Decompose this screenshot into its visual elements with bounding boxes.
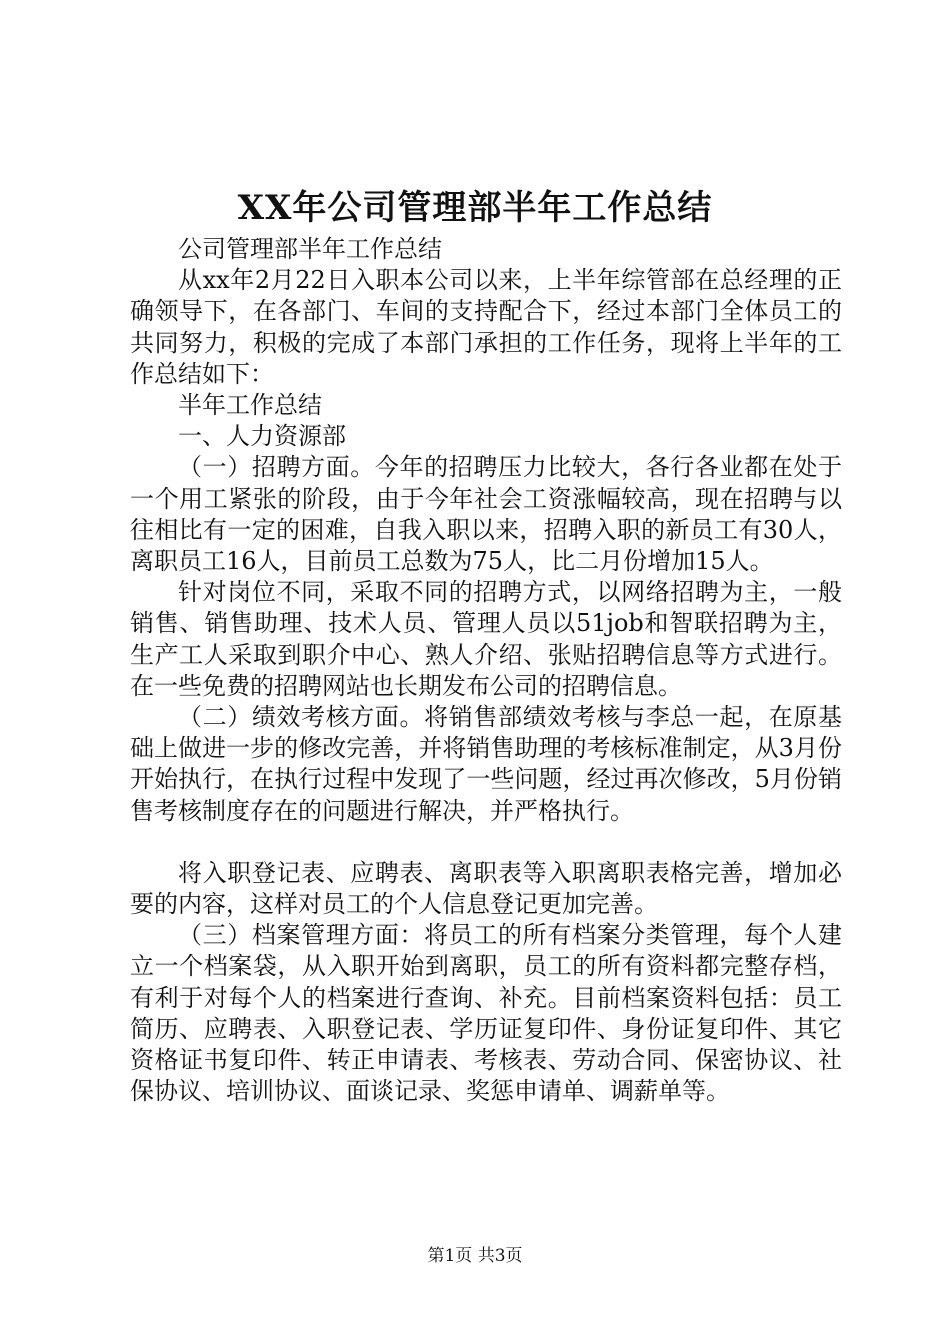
forms-paragraph: 将入职登记表、应聘表、离职表等入职离职表格完善，增加必要的内容，这样对员工的个人信息登记更加完善。 xyxy=(130,858,842,919)
performance-paragraph: （二）绩效考核方面。将销售部绩效考核与李总一起，在原基础上做进一步的修改完善，并将销售助理的考核标准制定，从3月份开始执行，在执行过程中发现了一些问题，经过再次修改，5月份销售考核制度存在的问题进行解决，并严格执行。 xyxy=(130,703,842,825)
page-footer: 第1页 共3页 xyxy=(427,1246,523,1266)
intro-paragraph: 从xx年2月22日入职本公司以来，上半年综管部在总经理的正确领导下，在各部门、车间的支持配合下，经过本部门全体员工的共同努力，积极的完成了本部门承担的工作任务，现将上半年的工作总结如下： xyxy=(130,266,842,388)
document-title: XX年公司管理部半年工作总结 xyxy=(237,188,713,228)
archive-paragraph: （三）档案管理方面：将员工的所有档案分类管理，每个人建立一个档案袋，从入职开始到离职，员工的所有资料都完整存档，有利于对每个人的档案进行查询、补充。目前档案资料包括：员工简历、应聘表、入职登记表、学历证复印件、身份证复印件、其它资格证书复印件、转正申请表、考核表、劳动合同、保密协议、社保协议、培训协议、面谈记录、奖惩申请单、调薪单等。 xyxy=(130,921,842,1106)
document-body xyxy=(130,234,842,1107)
subtitle-paragraph: 公司管理部半年工作总结 xyxy=(178,235,442,263)
recruitment-methods-paragraph: 针对岗位不同，采取不同的招聘方式，以网络招聘为主，一般销售、销售助理、技术人员、管理人员以51job和智联招聘为主，生产工人采取到职介中心、熟人介绍、张贴招聘信息等方式进行。在一些免费的招聘网站也长期发布公司的招聘信息。 xyxy=(130,578,842,700)
section-heading: 半年工作总结 xyxy=(178,391,322,420)
recruitment-paragraph: （一）招聘方面。今年的招聘压力比较大，各行各业都在处于一个用工紧张的阶段，由于今年社会工资涨幅较高，现在招聘与以往相比有一定的困难，自我入职以来，招聘入职的新员工有30人，离职员工16人，目前员工总数为75人，比二月份增加15人。 xyxy=(130,453,842,576)
section-heading-hr: 一、人力资源部 xyxy=(178,422,346,451)
